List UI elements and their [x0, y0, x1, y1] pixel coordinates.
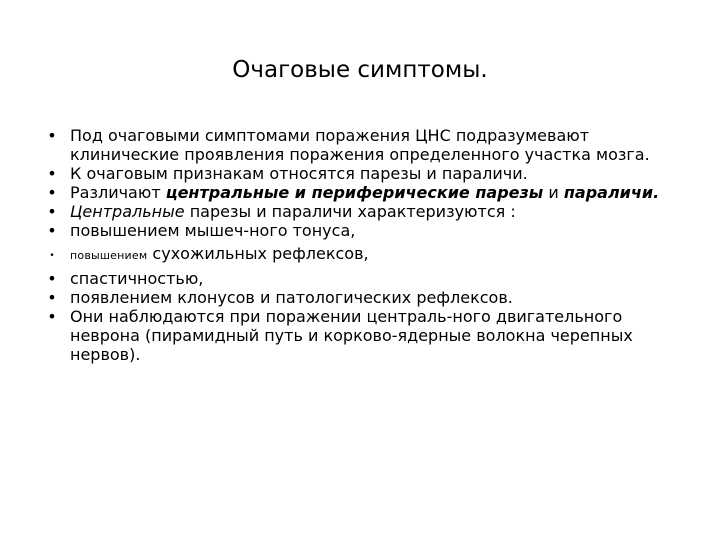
bullet-marker: • — [47, 269, 57, 288]
list-item — [0, 269, 720, 288]
list-item-text: Они наблюдаются при поражении централь-ного двигательного неврона (пирамидный путь и корково-ядерные волокна черепных нервов). — [70, 307, 633, 364]
bullet-marker: • — [47, 202, 57, 221]
list-item — [0, 202, 720, 221]
list-item — [0, 183, 720, 202]
list-item-text: появлением клонусов и патологических рефлексов. — [70, 288, 513, 307]
bullet-marker: • — [47, 288, 57, 307]
list-item-text: Под очаговыми симптомами поражения ЦНС подразумевают клинические проявления поражения определенного участка мозга. — [70, 126, 650, 164]
bullet-marker: • — [47, 183, 57, 202]
list-item — [0, 164, 720, 183]
bullet-list — [0, 126, 720, 364]
list-item-text: и — [543, 183, 564, 202]
emphasis-text: параличи. — [563, 183, 660, 202]
list-item — [0, 244, 720, 265]
small-caps-text: повышением — [70, 249, 148, 262]
emphasis-text: Центральные — [70, 202, 185, 221]
list-item-text: К очаговым признакам относятся парезы и параличи. — [70, 164, 528, 183]
slide-title: Очаговые симптомы. — [232, 57, 488, 83]
bullet-marker: • — [47, 307, 57, 326]
list-item-text: повышением мышеч-ного тонуса, — [70, 221, 356, 240]
list-item — [0, 126, 720, 164]
list-item-text: Различают — [70, 183, 166, 202]
list-item-text: спастичностью, — [70, 269, 204, 288]
bullet-marker: • — [49, 251, 55, 261]
list-item-text: сухожильных рефлексов, — [147, 244, 369, 263]
emphasis-text: центральные и периферические парезы — [165, 183, 544, 202]
bullet-marker: • — [47, 126, 57, 145]
list-item-text: парезы и параличи характеризуются : — [184, 202, 516, 221]
bullet-marker: • — [47, 164, 57, 183]
bullet-marker: • — [47, 221, 57, 240]
list-item — [0, 221, 720, 240]
list-item — [0, 307, 720, 364]
list-item — [0, 288, 720, 307]
